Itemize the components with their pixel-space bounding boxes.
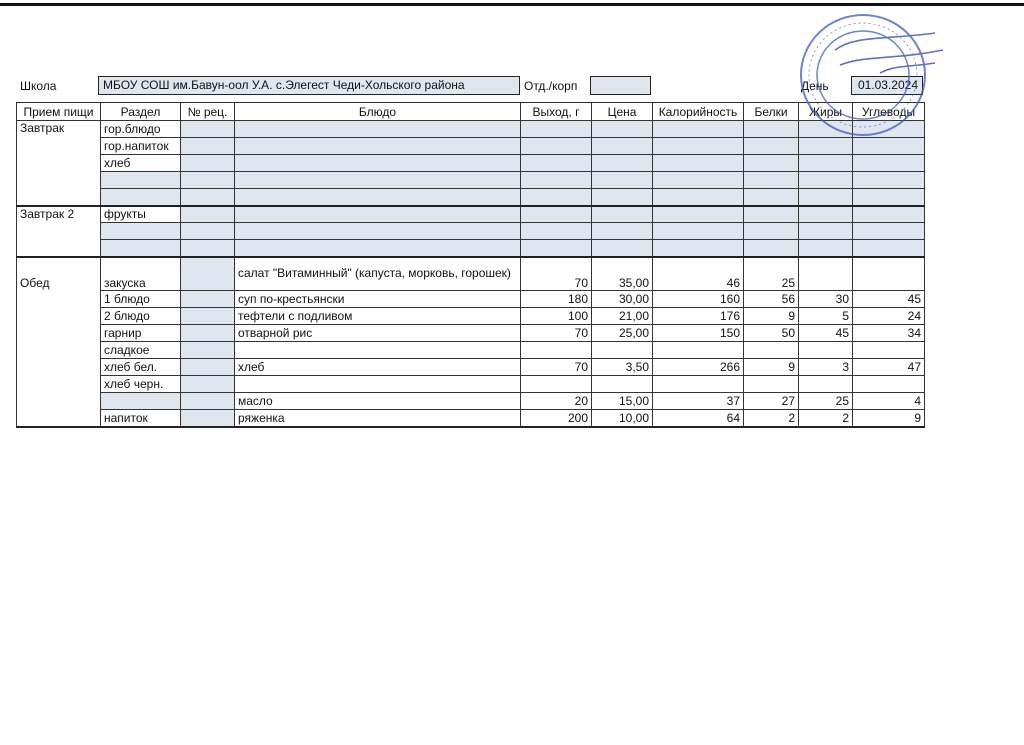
carbs-cell bbox=[853, 172, 925, 189]
calories-cell bbox=[653, 121, 744, 138]
price-cell bbox=[592, 121, 653, 138]
calories-cell bbox=[653, 138, 744, 155]
table-row bbox=[17, 410, 925, 427]
protein-cell bbox=[744, 376, 799, 393]
section-cell: напиток bbox=[101, 410, 181, 427]
carbs-cell: 24 bbox=[853, 308, 925, 325]
carbs-cell bbox=[853, 138, 925, 155]
output-cell bbox=[521, 206, 592, 223]
carbs-cell bbox=[853, 240, 925, 257]
recipe-cell bbox=[181, 138, 235, 155]
section-cell bbox=[101, 189, 181, 206]
recipe-cell bbox=[181, 172, 235, 189]
section-cell bbox=[101, 172, 181, 189]
meal-breakfast: Завтрак bbox=[17, 121, 101, 206]
output-cell: 180 bbox=[521, 291, 592, 308]
price-cell: 15,00 bbox=[592, 393, 653, 410]
protein-cell bbox=[744, 223, 799, 240]
fat-cell: 25 bbox=[799, 393, 853, 410]
table-row bbox=[17, 393, 925, 410]
dish-cell bbox=[235, 172, 521, 189]
calories-cell bbox=[653, 240, 744, 257]
price-cell bbox=[592, 189, 653, 206]
output-cell bbox=[521, 189, 592, 206]
recipe-cell bbox=[181, 223, 235, 240]
calories-cell bbox=[653, 172, 744, 189]
fat-cell bbox=[799, 376, 853, 393]
col-price: Цена bbox=[592, 103, 653, 121]
dish-cell: тефтели с подливом bbox=[235, 308, 521, 325]
day-field: 01.03.2024 bbox=[851, 76, 923, 95]
table-row bbox=[17, 189, 925, 206]
output-cell bbox=[521, 342, 592, 359]
recipe-cell bbox=[181, 206, 235, 223]
price-cell: 30,00 bbox=[592, 291, 653, 308]
carbs-cell bbox=[853, 189, 925, 206]
recipe-cell bbox=[181, 308, 235, 325]
protein-cell bbox=[744, 342, 799, 359]
carbs-cell: 9 bbox=[853, 410, 925, 427]
dish-cell bbox=[235, 121, 521, 138]
section-cell: гор.блюдо bbox=[101, 121, 181, 138]
protein-cell: 27 bbox=[744, 393, 799, 410]
protein-cell bbox=[744, 138, 799, 155]
output-cell bbox=[521, 138, 592, 155]
fat-cell bbox=[799, 223, 853, 240]
school-name-field: МБОУ СОШ им.Бавун-оол У.А. с.Элегест Чеди-Хольского района bbox=[98, 76, 520, 95]
fat-cell bbox=[799, 257, 853, 291]
table-row bbox=[17, 359, 925, 376]
section-cell: хлеб бел. bbox=[101, 359, 181, 376]
calories-cell: 64 bbox=[653, 410, 744, 427]
dish-cell bbox=[235, 155, 521, 172]
fat-cell: 5 bbox=[799, 308, 853, 325]
protein-cell: 2 bbox=[744, 410, 799, 427]
day-label: День bbox=[801, 79, 829, 93]
recipe-cell bbox=[181, 325, 235, 342]
calories-cell: 266 bbox=[653, 359, 744, 376]
calories-cell bbox=[653, 376, 744, 393]
output-cell: 20 bbox=[521, 393, 592, 410]
calories-cell bbox=[653, 206, 744, 223]
fat-cell bbox=[799, 138, 853, 155]
carbs-cell bbox=[853, 376, 925, 393]
section-cell bbox=[101, 393, 181, 410]
section-cell bbox=[101, 223, 181, 240]
col-calories: Калорийность bbox=[653, 103, 744, 121]
calories-cell bbox=[653, 342, 744, 359]
table-row bbox=[17, 325, 925, 342]
output-cell bbox=[521, 223, 592, 240]
price-cell bbox=[592, 172, 653, 189]
protein-cell bbox=[744, 206, 799, 223]
dept-label: Отд./корп bbox=[524, 79, 578, 93]
price-cell: 35,00 bbox=[592, 257, 653, 291]
table-row bbox=[17, 138, 925, 155]
section-cell: 2 блюдо bbox=[101, 308, 181, 325]
col-protein: Белки bbox=[744, 103, 799, 121]
stamp-text-ring bbox=[809, 23, 917, 127]
dish-cell: отварной рис bbox=[235, 325, 521, 342]
meal-breakfast-2: Завтрак 2 bbox=[17, 206, 101, 257]
table-row bbox=[17, 308, 925, 325]
output-cell: 70 bbox=[521, 359, 592, 376]
col-dish: Блюдо bbox=[235, 103, 521, 121]
calories-cell bbox=[653, 155, 744, 172]
carbs-cell bbox=[853, 206, 925, 223]
dish-cell: ряженка bbox=[235, 410, 521, 427]
protein-cell bbox=[744, 240, 799, 257]
recipe-cell bbox=[181, 257, 235, 291]
fat-cell: 2 bbox=[799, 410, 853, 427]
dish-cell bbox=[235, 342, 521, 359]
output-cell bbox=[521, 172, 592, 189]
table-row bbox=[17, 172, 925, 189]
price-cell bbox=[592, 206, 653, 223]
price-cell bbox=[592, 155, 653, 172]
school-label: Школа bbox=[20, 79, 57, 93]
output-cell: 70 bbox=[521, 325, 592, 342]
carbs-cell: 4 bbox=[853, 393, 925, 410]
recipe-cell bbox=[181, 342, 235, 359]
fat-cell bbox=[799, 342, 853, 359]
protein-cell: 50 bbox=[744, 325, 799, 342]
dept-field bbox=[590, 76, 651, 95]
recipe-cell bbox=[181, 359, 235, 376]
calories-cell: 160 bbox=[653, 291, 744, 308]
stamp-outer-ring bbox=[801, 15, 925, 135]
output-cell bbox=[521, 376, 592, 393]
recipe-cell bbox=[181, 189, 235, 206]
recipe-cell bbox=[181, 410, 235, 427]
protein-cell bbox=[744, 155, 799, 172]
recipe-cell bbox=[181, 121, 235, 138]
dish-cell bbox=[235, 376, 521, 393]
output-cell: 70 bbox=[521, 257, 592, 291]
carbs-cell: 47 bbox=[853, 359, 925, 376]
stamp-inner-ring bbox=[817, 31, 909, 119]
output-cell: 200 bbox=[521, 410, 592, 427]
recipe-cell bbox=[181, 291, 235, 308]
fat-cell bbox=[799, 206, 853, 223]
recipe-cell bbox=[181, 393, 235, 410]
fat-cell: 45 bbox=[799, 325, 853, 342]
section-cell: сладкое bbox=[101, 342, 181, 359]
col-carbs: Углеводы bbox=[853, 103, 925, 121]
menu-table bbox=[16, 102, 925, 428]
protein-cell: 25 bbox=[744, 257, 799, 291]
carbs-cell bbox=[853, 342, 925, 359]
carbs-cell bbox=[853, 223, 925, 240]
dish-cell: салат "Витаминный" (капуста, морковь, горошек) bbox=[235, 257, 521, 291]
table-row bbox=[17, 342, 925, 359]
fat-cell: 3 bbox=[799, 359, 853, 376]
section-cell: 1 блюдо bbox=[101, 291, 181, 308]
price-cell: 10,00 bbox=[592, 410, 653, 427]
fat-cell bbox=[799, 189, 853, 206]
price-cell: 3,50 bbox=[592, 359, 653, 376]
fat-cell bbox=[799, 240, 853, 257]
dish-cell: масло bbox=[235, 393, 521, 410]
calories-cell: 150 bbox=[653, 325, 744, 342]
price-cell bbox=[592, 223, 653, 240]
recipe-cell bbox=[181, 155, 235, 172]
col-fat: Жиры bbox=[799, 103, 853, 121]
price-cell bbox=[592, 240, 653, 257]
table-row bbox=[17, 206, 925, 223]
output-cell: 100 bbox=[521, 308, 592, 325]
price-cell bbox=[592, 376, 653, 393]
table-row bbox=[17, 121, 925, 138]
fat-cell bbox=[799, 172, 853, 189]
calories-cell: 176 bbox=[653, 308, 744, 325]
col-recipe: № рец. bbox=[181, 103, 235, 121]
fat-cell bbox=[799, 155, 853, 172]
table-row bbox=[17, 240, 925, 257]
fat-cell: 30 bbox=[799, 291, 853, 308]
section-cell: хлеб черн. bbox=[101, 376, 181, 393]
section-cell: хлеб bbox=[101, 155, 181, 172]
carbs-cell bbox=[853, 257, 925, 291]
dish-cell bbox=[235, 206, 521, 223]
col-output: Выход, г bbox=[521, 103, 592, 121]
dish-cell bbox=[235, 240, 521, 257]
section-cell: гарнир bbox=[101, 325, 181, 342]
protein-cell: 9 bbox=[744, 308, 799, 325]
output-cell bbox=[521, 240, 592, 257]
dish-cell bbox=[235, 138, 521, 155]
output-cell bbox=[521, 155, 592, 172]
table-row bbox=[17, 223, 925, 240]
protein-cell bbox=[744, 189, 799, 206]
price-cell: 21,00 bbox=[592, 308, 653, 325]
carbs-cell: 45 bbox=[853, 291, 925, 308]
calories-cell bbox=[653, 223, 744, 240]
output-cell bbox=[521, 121, 592, 138]
official-stamp-seal bbox=[795, 5, 945, 140]
table-row bbox=[17, 376, 925, 393]
protein-cell: 9 bbox=[744, 359, 799, 376]
carbs-cell: 34 bbox=[853, 325, 925, 342]
section-cell bbox=[101, 240, 181, 257]
dish-cell: суп по-крестьянски bbox=[235, 291, 521, 308]
section-cell: гор.напиток bbox=[101, 138, 181, 155]
col-meal: Прием пищи bbox=[17, 103, 101, 121]
dish-cell: хлеб bbox=[235, 359, 521, 376]
dish-cell bbox=[235, 223, 521, 240]
price-cell bbox=[592, 138, 653, 155]
table-row bbox=[17, 291, 925, 308]
calories-cell: 46 bbox=[653, 257, 744, 291]
table-row bbox=[17, 155, 925, 172]
table-header-row bbox=[17, 103, 925, 121]
carbs-cell bbox=[853, 155, 925, 172]
calories-cell: 37 bbox=[653, 393, 744, 410]
col-section: Раздел bbox=[101, 103, 181, 121]
price-cell: 25,00 bbox=[592, 325, 653, 342]
meal-lunch: Обед bbox=[17, 257, 101, 427]
section-cell: фрукты bbox=[101, 206, 181, 223]
protein-cell: 56 bbox=[744, 291, 799, 308]
section-cell: закуска bbox=[101, 257, 181, 291]
protein-cell bbox=[744, 172, 799, 189]
table-row bbox=[17, 257, 925, 291]
recipe-cell bbox=[181, 376, 235, 393]
recipe-cell bbox=[181, 240, 235, 257]
protein-cell bbox=[744, 121, 799, 138]
dish-cell bbox=[235, 189, 521, 206]
calories-cell bbox=[653, 189, 744, 206]
price-cell bbox=[592, 342, 653, 359]
